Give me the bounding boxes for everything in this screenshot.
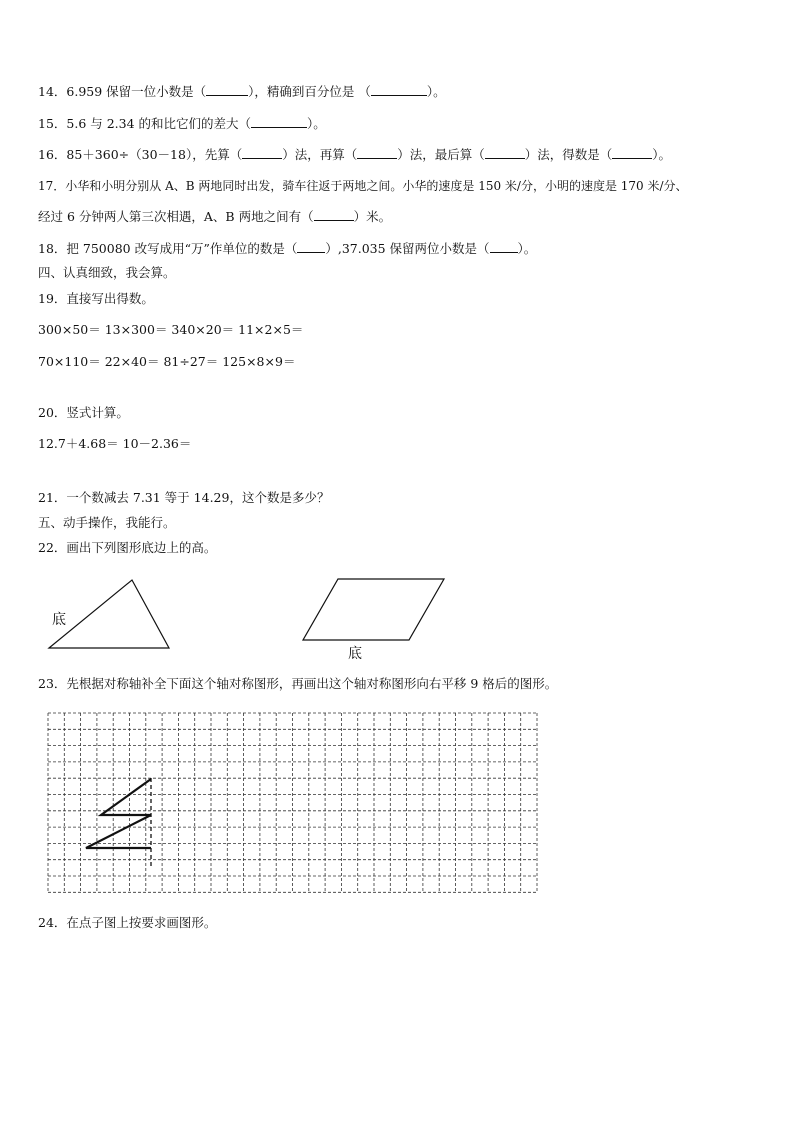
question-text: 6.959 保留一位小数是（ <box>66 84 207 99</box>
question-text: ）法，再算（ <box>282 147 358 162</box>
question-number: 18． <box>38 241 67 256</box>
question-text: 画出下列图形底边上的高。 <box>66 540 217 555</box>
question-text: ）。 <box>652 147 672 162</box>
question-number: 16． <box>38 147 67 162</box>
vertical-calc-row: 12.7＋4.68＝ 10－2.36＝ <box>38 436 192 451</box>
question-text: 小华和小明分别从 A、B 两地同时出发，骑车往返于两地之间。小华的速度是 150 米/分，小明的速度是 170 米/分、 <box>65 179 688 193</box>
question-text: 经过 6 分钟两人第三次相遇，A、B 两地之间有（ <box>38 209 314 224</box>
parallelogram-figure[interactable] <box>303 579 444 640</box>
question-text: ）。 <box>517 241 537 256</box>
question-number: 15． <box>38 116 67 131</box>
question-text: ）法，得数是（ <box>524 147 613 162</box>
question-text: 竖式计算。 <box>66 405 129 420</box>
question-number: 20． <box>38 405 67 420</box>
section-4-heading: 四、认真细致，我会算。 <box>38 265 176 280</box>
question-text: ）,37.035 保留两位小数是（ <box>325 241 490 256</box>
question-23 <box>38 676 557 692</box>
triangle-figure[interactable] <box>49 580 169 648</box>
base-label-triangle: 底 <box>52 612 66 628</box>
question-text: 5.6 与 2.34 的和比它们的差大（ <box>66 116 252 131</box>
question-text: ）米。 <box>353 209 392 224</box>
mental-math-row-1: 300×50＝ 13×300＝ 340×20＝ 11×2×5＝ <box>38 322 304 337</box>
question-24 <box>38 915 216 931</box>
mental-math-row-2: 70×110＝ 22×40＝ 81÷27＝ 125×8×9＝ <box>38 354 296 369</box>
question-text: 一个数减去 7.31 等于 14.29，这个数是多少？ <box>66 490 330 505</box>
question-text: ）。 <box>307 116 326 131</box>
question-text: ）。 <box>426 84 446 99</box>
question-number: 24． <box>38 915 67 930</box>
question-number: 21． <box>38 490 67 505</box>
half-figure <box>86 779 151 848</box>
question-number: 19． <box>38 291 67 306</box>
question-number: 22． <box>38 540 67 555</box>
question-text: ）法，最后算（ <box>397 147 485 162</box>
dashed-grid[interactable] <box>48 713 537 892</box>
question-number: 17． <box>38 179 66 193</box>
question-text: 85＋360÷（30－18），先算（ <box>66 147 243 162</box>
question-text: 直接写出得数。 <box>66 291 154 306</box>
question-text: 先根据对称轴补全下面这个轴对称图形，再画出这个轴对称图形向右平移 9 格后的图形。 <box>66 676 558 691</box>
section-5-heading: 五、动手操作，我能行。 <box>38 515 176 530</box>
question-text: 在点子图上按要求画图形。 <box>66 915 217 930</box>
question-number: 14． <box>38 84 67 99</box>
question-text: 把 750080 改写成用“万”作单位的数是（ <box>66 241 298 256</box>
question-number: 23． <box>38 676 67 691</box>
base-label-parallelogram: 底 <box>348 646 362 662</box>
question-text: ），精确到百分位是 （ <box>248 84 371 99</box>
